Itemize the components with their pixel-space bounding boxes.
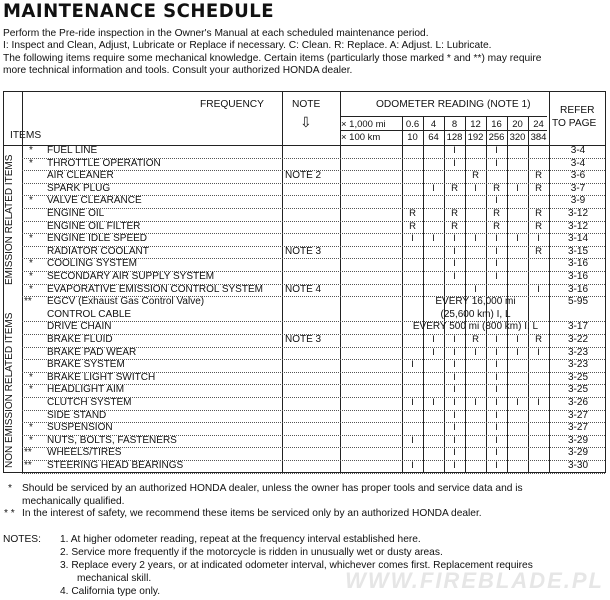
row-mark: I — [432, 346, 435, 358]
row-mark: I — [474, 397, 477, 408]
row-note: NOTE 3 — [285, 334, 322, 345]
row-item-name: ENGINE OIL — [47, 208, 105, 219]
row-star: ** — [24, 460, 32, 471]
footnote-star-cont: mechanically qualified. — [22, 496, 125, 507]
non-emission-group-label: NON EMISSION RELATED ITEMS — [4, 312, 15, 468]
intro-line: The following items require some mechanical knowledge. Certain items (particularly those marked * and **) may require — [3, 52, 542, 64]
row-mark: I — [495, 397, 498, 408]
row-mark: I — [495, 460, 498, 471]
row-mark: I — [495, 271, 498, 282]
row-mark: I — [495, 422, 498, 434]
row-item-name: THROTTLE OPERATION — [47, 157, 161, 169]
row-item-name: FUEL LINE — [47, 145, 98, 156]
mi-value: 8 — [451, 119, 458, 130]
row-every: EVERY 500 mi (800 km) I, L — [412, 321, 539, 333]
note-2: 2. Service more frequently if the motorcycle is ridden in unusually wet or dusty areas. — [60, 547, 443, 558]
row-mark: R — [535, 245, 542, 257]
row-star: * — [29, 258, 33, 270]
row-mark: I — [453, 434, 456, 446]
row-item-name: COOLING SYSTEM — [47, 258, 138, 270]
intro-line: more technical information and tools. Consult your authorized HONDA dealer. — [3, 65, 353, 77]
row-mark: I — [453, 359, 456, 371]
row-star: * — [29, 157, 33, 169]
row-item-name: BRAKE FLUID — [47, 334, 113, 345]
table-row — [4, 183, 605, 196]
row-mark: I — [453, 384, 456, 396]
footnote-star-mark: * — [8, 483, 12, 494]
refer-header: REFER — [560, 105, 595, 116]
row-mark: R — [409, 208, 416, 219]
table-row — [4, 372, 605, 385]
table-row — [4, 296, 605, 321]
row-mark: R — [535, 208, 542, 219]
row-mark: R — [535, 220, 542, 232]
mi-value: 12 — [470, 119, 481, 130]
row-star: ** — [24, 447, 32, 459]
table-row — [4, 145, 605, 158]
row-note: NOTE 4 — [285, 283, 322, 295]
row-mark: I — [516, 397, 519, 408]
table-row — [4, 158, 605, 171]
notes-label: NOTES: — [3, 534, 41, 545]
mi-value: 4 — [430, 119, 437, 130]
row-mark: I — [495, 384, 498, 396]
row-mark: I — [537, 233, 540, 245]
row-mark: I — [495, 346, 498, 358]
row-mark: I — [474, 233, 477, 245]
row-ref: 3-27 — [567, 409, 588, 421]
row-ref: 3-23 — [567, 359, 588, 371]
row-mark: I — [453, 271, 456, 282]
row-mark: I — [411, 397, 414, 408]
table-row — [4, 271, 605, 284]
row-mark: I — [516, 233, 519, 245]
row-ref: 3-26 — [567, 397, 588, 408]
row-mark: I — [432, 334, 435, 345]
row-star: * — [29, 422, 33, 434]
row-item-name: STEERING HEAD BEARINGS — [47, 460, 184, 471]
row-every: EVERY 16,000 mi — [435, 296, 516, 308]
row-mark: I — [474, 182, 477, 194]
row-mark: I — [516, 334, 519, 345]
table-row — [4, 410, 605, 423]
intro-line: I: Inspect and Clean, Adjust, Lubricate or Replace if necessary. C: Clean. R: Replace. A: Adjust. L: Lubricate. — [3, 40, 492, 52]
row-mark: I — [453, 346, 456, 358]
km-value: 192 — [467, 132, 484, 143]
row-ref: 3-12 — [567, 208, 588, 219]
row-ref: 3-16 — [567, 283, 588, 295]
row-item-name: HEADLIGHT AIM — [47, 384, 125, 396]
row-mark: I — [537, 283, 540, 295]
intro-text — [3, 28, 607, 78]
row-star: * — [29, 434, 33, 446]
grid-hline — [340, 130, 547, 131]
km-value: 64 — [428, 132, 439, 143]
row-star: * — [29, 271, 33, 282]
row-mark: I — [411, 359, 414, 371]
row-mark: R — [451, 220, 458, 232]
row-mark: I — [453, 258, 456, 270]
row-star: * — [29, 371, 33, 383]
footnote-doublestar-mark: * * — [4, 508, 15, 519]
row-mark: I — [495, 233, 498, 245]
row-mark: R — [451, 182, 458, 194]
row-star: ** — [24, 296, 32, 308]
grid-hline — [340, 116, 547, 117]
table-row — [4, 422, 605, 435]
km-value: 320 — [509, 132, 526, 143]
note-3-cont: mechanical skill. — [77, 573, 152, 584]
mi-value: 24 — [533, 119, 544, 130]
row-ref: 3-4 — [570, 157, 586, 169]
row-mark: I — [516, 346, 519, 358]
row-ref: 3-15 — [567, 245, 588, 257]
row-ref: 3-12 — [567, 220, 588, 232]
table-row — [4, 170, 605, 183]
row-ref: 3-7 — [570, 182, 586, 194]
km-label: × 100 km — [341, 132, 381, 143]
note-4: 4. California type only. — [60, 586, 161, 597]
row-mark: R — [493, 208, 500, 219]
row-mark: I — [537, 346, 540, 358]
row-item-name: BRAKE PAD WEAR — [47, 346, 137, 358]
items-header: ITEMS — [10, 130, 42, 141]
row-mark: I — [495, 359, 498, 371]
row-ref: 3-4 — [570, 145, 586, 156]
table-row — [4, 321, 605, 334]
row-mark: I — [495, 409, 498, 421]
row-mark: R — [451, 208, 458, 219]
km-value: 10 — [407, 132, 418, 143]
intro-line: Perform the Pre-ride inspection in the Owner's Manual at each scheduled maintenance period. — [3, 28, 429, 39]
row-mark: R — [472, 170, 479, 182]
row-mark: I — [495, 334, 498, 345]
row-mark: I — [453, 409, 456, 421]
row-star: * — [29, 233, 33, 245]
mi-value: 20 — [512, 119, 523, 130]
row-mark: R — [493, 182, 500, 194]
row-mark: R — [472, 334, 479, 345]
row-note: NOTE 2 — [285, 170, 322, 182]
table-row — [4, 233, 605, 246]
row-mark: I — [453, 245, 456, 257]
row-mark: I — [432, 397, 435, 408]
row-mark: I — [474, 283, 477, 295]
row-ref: 3-29 — [567, 434, 588, 446]
row-ref: 3-16 — [567, 271, 588, 282]
row-mark: I — [411, 460, 414, 471]
arrow-down-icon: ⇩ — [300, 114, 312, 130]
row-ref: 3-30 — [567, 460, 588, 471]
row-star: * — [29, 145, 33, 156]
row-mark: I — [453, 397, 456, 408]
row-item-name: SUSPENSION — [47, 422, 113, 434]
table-row — [4, 221, 605, 234]
row-mark: I — [453, 460, 456, 471]
note-1: 1. At higher odometer reading, repeat at the frequency interval established here. — [60, 534, 421, 545]
row-mark: I — [495, 447, 498, 459]
row-item-name: BRAKE SYSTEM — [47, 359, 125, 371]
row-mark: I — [453, 334, 456, 345]
row-mark: R — [535, 170, 542, 182]
row-note: NOTE 3 — [285, 245, 322, 257]
mi-value: 16 — [491, 119, 502, 130]
row-item-name: EVAPORATIVE EMISSION CONTROL SYSTEM — [47, 283, 263, 295]
row-ref: 3-25 — [567, 384, 588, 396]
row-mark: I — [432, 182, 435, 194]
row-mark: I — [495, 145, 498, 156]
row-mark: I — [495, 245, 498, 257]
row-item-name: SIDE STAND — [47, 409, 107, 421]
row-mark: I — [432, 233, 435, 245]
frequency-header: FREQUENCY — [200, 99, 264, 110]
row-mark: I — [516, 182, 519, 194]
row-item-name: CLUTCH SYSTEM — [47, 397, 132, 408]
row-mark: I — [495, 371, 498, 383]
note-header: NOTE — [292, 99, 321, 110]
row-mark: I — [537, 397, 540, 408]
row-ref: 5-95 — [567, 296, 588, 308]
row-mark: I — [453, 371, 456, 383]
row-mark: I — [495, 258, 498, 270]
table-row — [4, 347, 605, 360]
row-ref: 3-17 — [567, 321, 588, 333]
table-row — [4, 246, 605, 259]
row-ref: 3-6 — [570, 170, 586, 182]
row-star: * — [29, 283, 33, 295]
mi-value: 0.6 — [405, 119, 420, 130]
table-row — [4, 384, 605, 397]
table-row — [4, 435, 605, 448]
row-mark: R — [535, 334, 542, 345]
row-mark: I — [453, 157, 456, 169]
row-item-name: EGCV (Exhaust Gas Control Valve) — [47, 296, 205, 308]
row-item-name-cont: CONTROL CABLE — [47, 308, 132, 320]
row-ref: 3-22 — [567, 334, 588, 345]
maintenance-table — [3, 91, 606, 473]
row-mark: I — [495, 434, 498, 446]
table-row — [4, 359, 605, 372]
row-mark: I — [495, 195, 498, 207]
row-mark: I — [453, 447, 456, 459]
row-every-cont: (25,600 km) I, L — [440, 308, 511, 320]
row-mark: I — [453, 145, 456, 156]
row-item-name: SPARK PLUG — [47, 182, 111, 194]
row-item-name: WHEELS/TIRES — [47, 447, 122, 459]
km-value: 384 — [530, 132, 547, 143]
row-item-name: SECONDARY AIR SUPPLY SYSTEM — [47, 271, 215, 282]
mi-label: × 1,000 mi — [341, 119, 386, 130]
row-item-name: RADIATOR COOLANT — [47, 245, 149, 257]
row-ref: 3-29 — [567, 447, 588, 459]
row-mark: I — [474, 346, 477, 358]
row-star: * — [29, 384, 33, 396]
row-ref: 3-27 — [567, 422, 588, 434]
row-mark: I — [453, 422, 456, 434]
table-row — [4, 195, 605, 208]
row-item-name: ENGINE IDLE SPEED — [47, 233, 148, 245]
row-mark: I — [411, 233, 414, 245]
footnote-star: Should be serviced by an authorized HONDA dealer, unless the owner has proper tools and service data and is — [22, 483, 523, 494]
row-ref: 3-9 — [570, 195, 586, 207]
km-value: 128 — [446, 132, 463, 143]
row-ref: 3-23 — [567, 346, 588, 358]
row-item-name: AIR CLEANER — [47, 170, 114, 182]
row-mark: R — [535, 182, 542, 194]
row-item-name: ENGINE OIL FILTER — [47, 220, 141, 232]
km-value: 256 — [488, 132, 505, 143]
row-separator — [22, 473, 605, 474]
emission-group-label: EMISSION RELATED ITEMS — [4, 154, 15, 286]
row-item-name: BRAKE LIGHT SWITCH — [47, 371, 156, 383]
table-row — [4, 208, 605, 221]
row-mark: R — [409, 220, 416, 232]
refer-header-2: TO PAGE — [552, 118, 597, 129]
row-ref: 3-14 — [567, 233, 588, 245]
table-row — [4, 334, 605, 347]
row-mark: I — [495, 157, 498, 169]
table-row — [4, 284, 605, 297]
row-mark: I — [453, 233, 456, 245]
row-ref: 3-16 — [567, 258, 588, 270]
row-mark: R — [493, 220, 500, 232]
row-item-name: VALVE CLEARANCE — [47, 195, 142, 207]
row-ref: 3-25 — [567, 371, 588, 383]
table-row — [4, 447, 605, 460]
table-row — [4, 397, 605, 410]
footnote-doublestar: In the interest of safety, we recommend these items be serviced only by an authorized HONDA dealer. — [22, 508, 482, 519]
row-item-name: DRIVE CHAIN — [47, 321, 112, 333]
table-row — [4, 258, 605, 271]
page-title: MAINTENANCE SCHEDULE — [3, 0, 275, 22]
note-3: 3. Replace every 2 years, or at indicated odometer interval, whichever comes first. Replacement requires — [60, 560, 533, 571]
odometer-header: ODOMETER READING (NOTE 1) — [376, 99, 531, 110]
table-row — [4, 460, 605, 473]
row-star: * — [29, 195, 33, 207]
row-mark: I — [411, 434, 414, 446]
watermark: WWW.FIREBLADE.PL — [345, 568, 604, 593]
row-item-name: NUTS, BOLTS, FASTENERS — [47, 434, 177, 446]
